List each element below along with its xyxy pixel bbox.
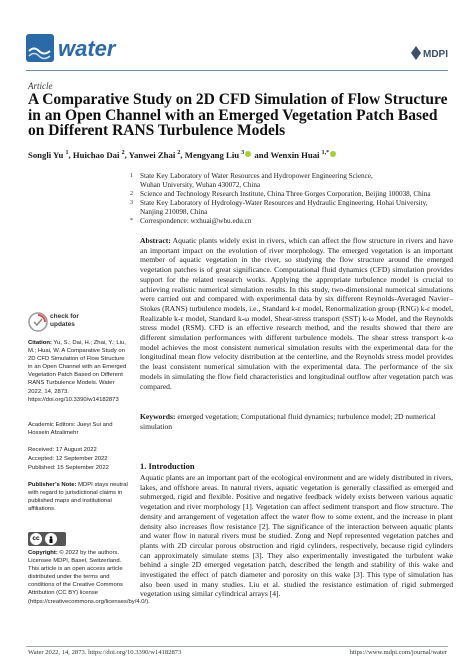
svg-text:MDPI: MDPI bbox=[423, 49, 448, 60]
citation-block: Citation: Yu, S.; Dai, H.; Zhai, Y.; Liu, M.; Huai, W. A Comparative Study on 2D CFD Simulation of Flow Structure in an Open Channel with an Emerged Vegetation Patch Based on Different RANS Turbulence Models. Water 2022, 14, 2873. https://doi.org/10.3390/w14182873 bbox=[28, 340, 127, 403]
affiliation: 1 State Key Laboratory of Water Resources and Hydropower Engineering Science, Wuhan University, Wuhan 430072, China bbox=[130, 172, 373, 189]
received-date: Received: 17 August 2022 bbox=[28, 447, 97, 453]
orcid-icon[interactable] bbox=[330, 151, 336, 157]
author-name: Huichao Dai bbox=[72, 150, 120, 160]
affiliation: 2 Science and Technology Research Institute, China Three Gorges Corporation, Beijing 100038, China bbox=[130, 190, 431, 198]
accepted-date: Accepted: 12 September 2022 bbox=[28, 456, 108, 462]
cc-by-license-icon[interactable]: cc bbox=[28, 532, 66, 546]
journal-url-link[interactable]: https://www.mdpi.com/journal/water bbox=[349, 649, 447, 656]
article-title: A Comparative Study on 2D CFD Simulation of Flow Structure in an Open Channel with an Emerged Vegetation Patch Based on Different RANS Turbulence Models bbox=[28, 91, 448, 139]
author-name: Songli Yu bbox=[28, 150, 64, 160]
affiliation: 3 State Key Laboratory of Hydrology-Water Resources and Hydraulic Engineering, Hohai University, Nanjing 210098, China bbox=[130, 199, 428, 216]
check-for-updates-icon[interactable] bbox=[28, 312, 48, 332]
water-journal-logo-icon bbox=[26, 34, 54, 62]
author-name: Yanwei Zhai bbox=[128, 150, 176, 160]
journal-name: water bbox=[58, 36, 116, 61]
copyright-notice: Copyright: © 2022 by the authors. Licensee MDPI, Basel, Switzerland. This article is an open access article distributed under the terms and conditions of the Creative Commons Attribution (CC BY) license (https://creativecommons.org/licenses/by/4.0/). bbox=[28, 550, 150, 605]
article-type: Article bbox=[28, 81, 53, 91]
orcid-icon[interactable] bbox=[245, 151, 251, 157]
footer-divider bbox=[26, 646, 448, 647]
author-list: Songli Yu $^1$, Huichao Dai $^2$, Yanwei Zhai $^2$, Mengyang Liu $^3$ and Wenxin Huai $^{1,*}$ bbox=[28, 150, 453, 160]
abstract: Abstract: Aquatic plants widely exist in rivers, which can affect the flow structure in rivers and have an important impact on the evolution of river morphology. The emerged vegetation is an important member of aquatic vegetation in the river, so studying the flow structure around the emerged vegetation patches is of great significance. Computational fluid dynamics (CFD) simulation provides support for the related research works. Applying the appropriate turbulence model is crucial to achieving realistic numerical simulation results. In this study, two-dimensional numerical simulations were carried out and compared with experimental data by six different Reynolds-Averaged Navier–Stokes (RANS) turbulence models, i.e., Standard k-ε model, Renormalization group (RNG) k-ε model, Realizable k-ε model, Standard k-ω model, Shear-stress transport (SST) k-ω Model, and the Reynolds stress model (RSM). CFD is an effective research method, and the results showed that there are different simulation performances with different turbulence models. The shear stress transport k-ω model achieves the most consistent numerical simulation results with the experimental data for the longitudinal mean flow velocity distribution at the centerline, and the Reynolds stress model provides the least consistent numerical simulation with the experimental data. The performance of the six models in simulating the flow field characteristics and longitudinal outflow after vegetation patch was compared. bbox=[140, 236, 453, 391]
author-name: Mengyang Liu bbox=[184, 150, 240, 160]
academic-editors: Academic Editors: Jueyi Sui and Hossein Afzalimehr bbox=[28, 422, 113, 437]
header-divider bbox=[26, 70, 448, 71]
mdpi-logo bbox=[409, 44, 449, 62]
footer-citation: Water 2022, 14, 2873. https://doi.org/10.3390/w14182873 bbox=[28, 649, 182, 656]
check-for-updates-label[interactable]: check for updates bbox=[50, 313, 79, 328]
publisher-note: Publisher’s Note: MDPI stays neutral with regard to jurisdictional claims in published maps and institutional affiliations. bbox=[28, 482, 128, 513]
keywords: Keywords: emerged vegetation; Computational fluid dynamics; turbulence model; 2D numerical simulation bbox=[140, 412, 436, 431]
correspondence: * Correspondence: wxhuai@whu.edu.cn bbox=[130, 217, 252, 225]
section-heading: 1. Introduction bbox=[140, 461, 195, 471]
introduction-paragraph: Aquatic plants are an important part of the ecological environment and are widely distributed in rivers, lakes, and offshore areas. In natural rivers, aquatic vegetation is generally classified as emerged and submerged, rigid and flexible. Positive and negative feedback widely exists between various aquatic vegetation and river morphology [1]. Vegetation can affect sediment transport and flow structure. The density and arrangement of vegetation affect the water flow to some extent, and the increase in plant density also increases flow resistance [2]. The significance of the interaction between aquatic plants and water flow in natural rivers must be studied. Zong and Nepf represented vegetation patches and plants with 2D circular porous obstruction and rigid cylinders, respectively, because rigid cylinders can approximately simulate stems [3]. They also experimentally investigated the turbulent wake behind a single 2D emerged vegetation patch, described the length and stability of this wake and investigated the effect of patch diameter and porosity on this wake [3]. This type of simulation has also been used in many studies. Liu et al. studied the resistance estimation of rigid submerged vegetation using similar cylindrical arrays [4]. bbox=[140, 473, 453, 599]
published-date: Published: 15 September 2022 bbox=[28, 465, 109, 471]
author-name: Wenxin Huai bbox=[270, 150, 320, 160]
